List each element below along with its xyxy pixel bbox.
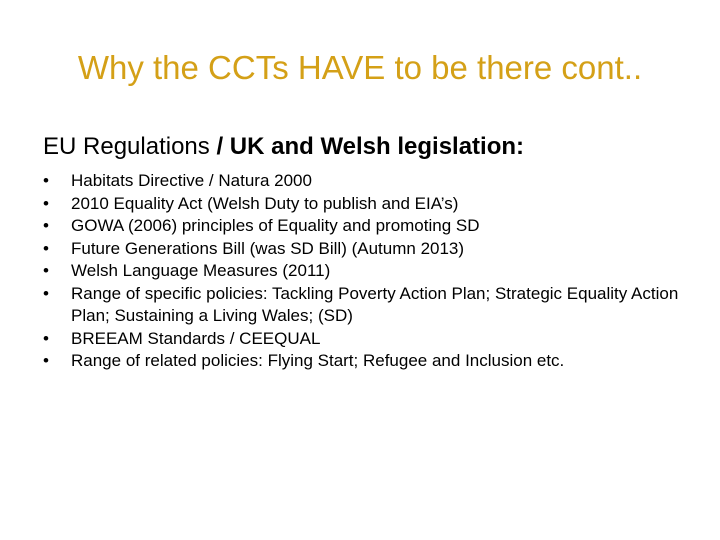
list-item-text: Welsh Language Measures (2011) xyxy=(71,261,331,280)
list-item-text: Habitats Directive / Natura 2000 xyxy=(71,171,312,190)
list-item-text: BREEAM Standards / CEEQUAL xyxy=(71,328,321,348)
bullet-icon: • xyxy=(43,328,49,348)
list-item xyxy=(43,260,683,283)
bullet-icon: • xyxy=(43,238,49,258)
list-item xyxy=(43,328,683,351)
bullet-icon: • xyxy=(43,261,49,280)
bullet-icon: • xyxy=(43,171,49,190)
bullet-icon: • xyxy=(43,351,49,370)
bullet-icon: • xyxy=(43,283,49,303)
bullet-icon: • xyxy=(43,216,49,235)
list-item-text: GOWA (2006) principles of Equality and promoting SD xyxy=(71,216,480,235)
slide-title: Why the CCTs HAVE to be there cont.. xyxy=(77,49,643,86)
list-item xyxy=(43,350,683,373)
section-heading xyxy=(43,132,524,162)
bullet-icon: • xyxy=(43,193,49,213)
list-item xyxy=(43,283,683,328)
list-item xyxy=(43,215,683,238)
list-item xyxy=(43,170,683,193)
heading-regular-text: EU Regulations xyxy=(43,133,217,160)
bullet-list xyxy=(43,170,683,373)
list-item-text: Range of related policies: Flying Start; Refugee and Inclusion etc. xyxy=(71,351,565,370)
list-item xyxy=(43,193,683,216)
list-item-text: Future Generations Bill (was SD Bill) (Autumn 2013) xyxy=(71,238,465,258)
list-item xyxy=(43,238,683,261)
list-item-text: Range of specific policies: Tackling Poverty Action Plan; Strategic Equality Action Plan; Sustaining a Living Wales; (SD) xyxy=(71,283,679,325)
list-item-text: 2010 Equality Act (Welsh Duty to publish and EIA’s) xyxy=(71,193,459,213)
heading-bold-text: / UK and Welsh legislation: xyxy=(216,133,525,160)
